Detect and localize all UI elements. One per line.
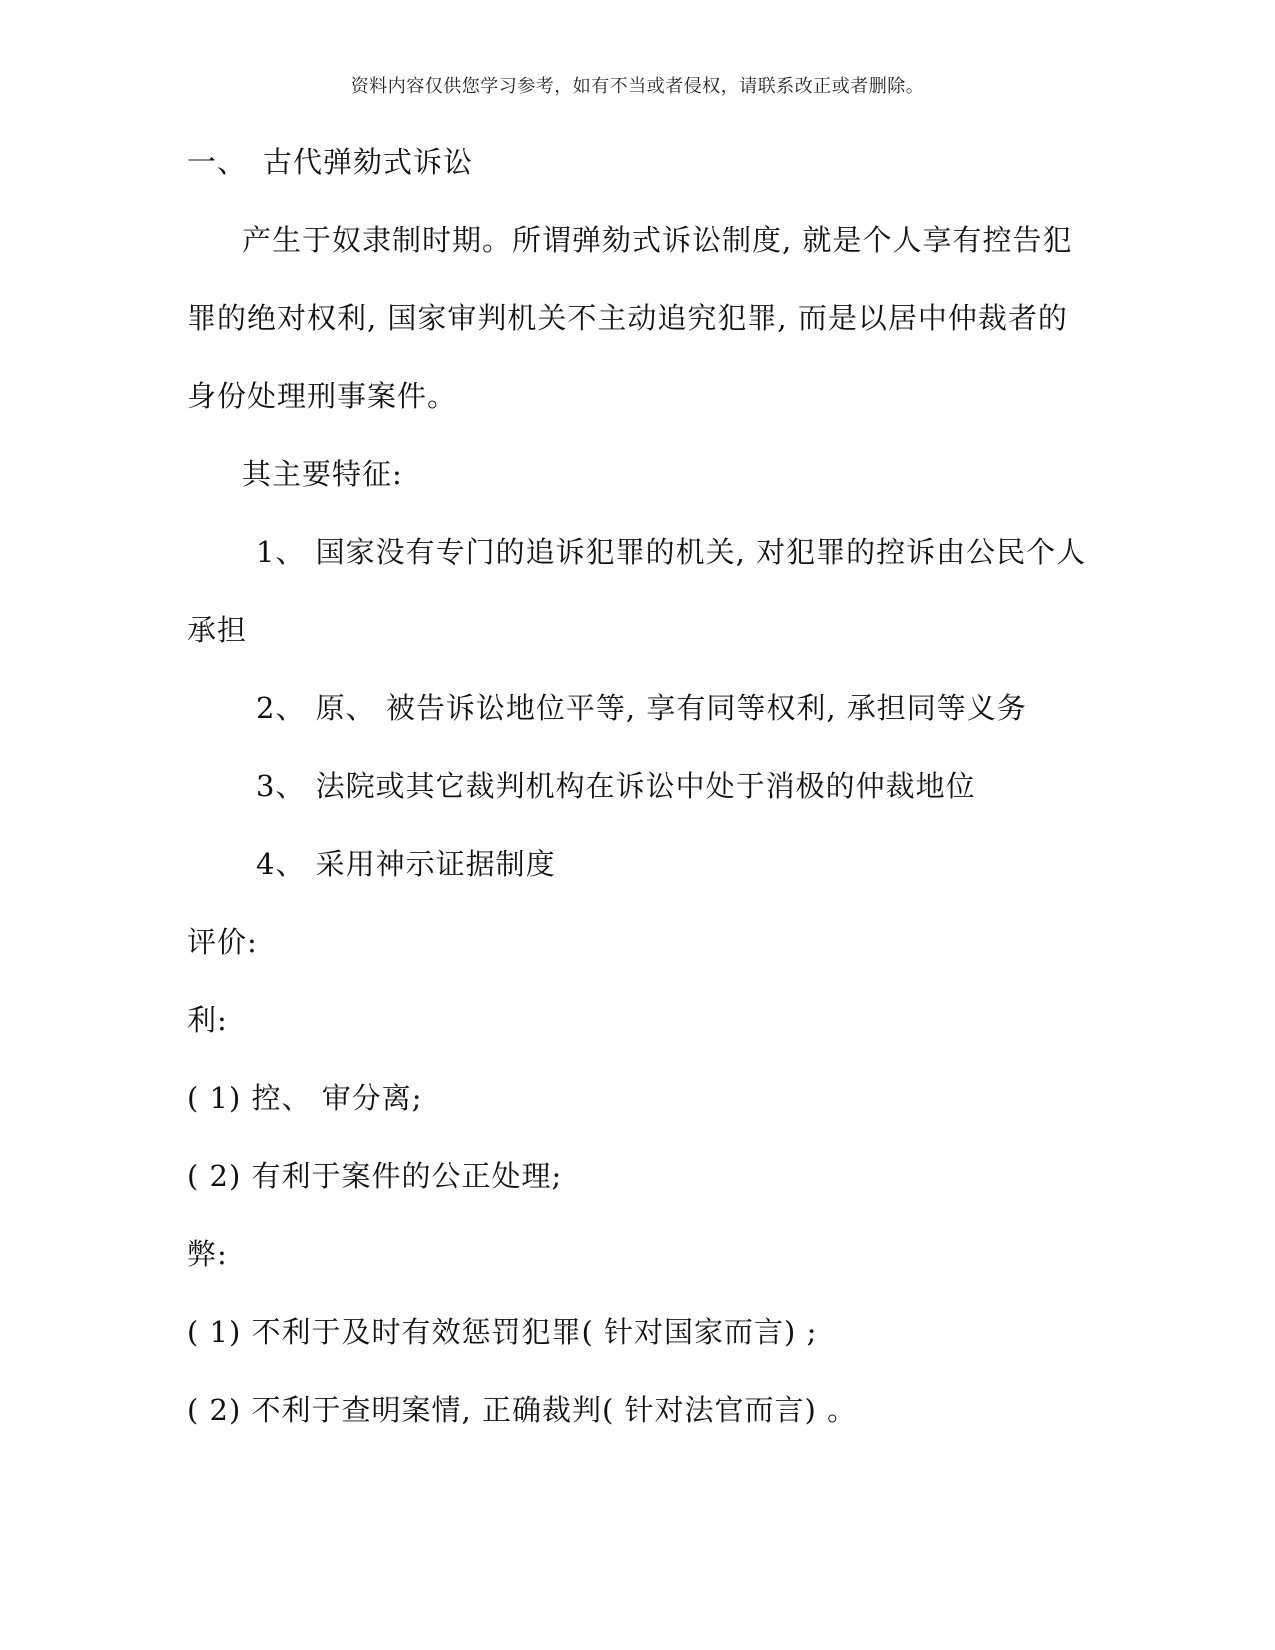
feature-item-4: 4、 采用神示证据制度 — [256, 847, 556, 881]
disclaimer-header: 资料内容仅供您学习参考，如有不当或者侵权，请联系改正或者删除。 — [350, 76, 925, 97]
section-title: 古代弹劾式诉讼 — [263, 145, 474, 179]
feature-item-1-line-2: 承担 — [187, 613, 248, 647]
cons-item-2: ( 2) 不利于查明案情, 正确裁判( 针对法官而言) 。 — [187, 1393, 858, 1427]
intro-line-2: 罪的绝对权利, 国家审判机关不主动追究犯罪, 而是以居中仲裁者的 — [187, 301, 1068, 335]
intro-line-1: 产生于奴隶制时期。所谓弹劾式诉讼制度, 就是个人享有控告犯 — [242, 223, 1073, 257]
features-label: 其主要特征: — [242, 457, 403, 491]
cons-label: 弊: — [187, 1237, 228, 1271]
feature-item-2: 2、 原、 被告诉讼地位平等, 享有同等权利, 承担同等义务 — [256, 691, 1027, 725]
pros-item-1: ( 1) 控、 审分离; — [187, 1081, 423, 1115]
pros-item-2: ( 2) 有利于案件的公正处理; — [187, 1159, 563, 1193]
pros-label: 利: — [187, 1003, 228, 1037]
feature-item-1-line-1: 1、 国家没有专门的追诉犯罪的机关, 对犯罪的控诉由公民个人 — [256, 535, 1087, 569]
cons-item-1: ( 1) 不利于及时有效惩罚犯罪( 针对国家而言) ; — [187, 1315, 818, 1349]
section-heading — [187, 142, 473, 182]
section-number: 一、 — [187, 145, 248, 179]
feature-item-3: 3、 法院或其它裁判机构在诉讼中处于消极的仲裁地位 — [256, 769, 976, 803]
intro-line-3: 身份处理刑事案件。 — [187, 379, 458, 413]
evaluation-label: 评价: — [187, 925, 258, 959]
